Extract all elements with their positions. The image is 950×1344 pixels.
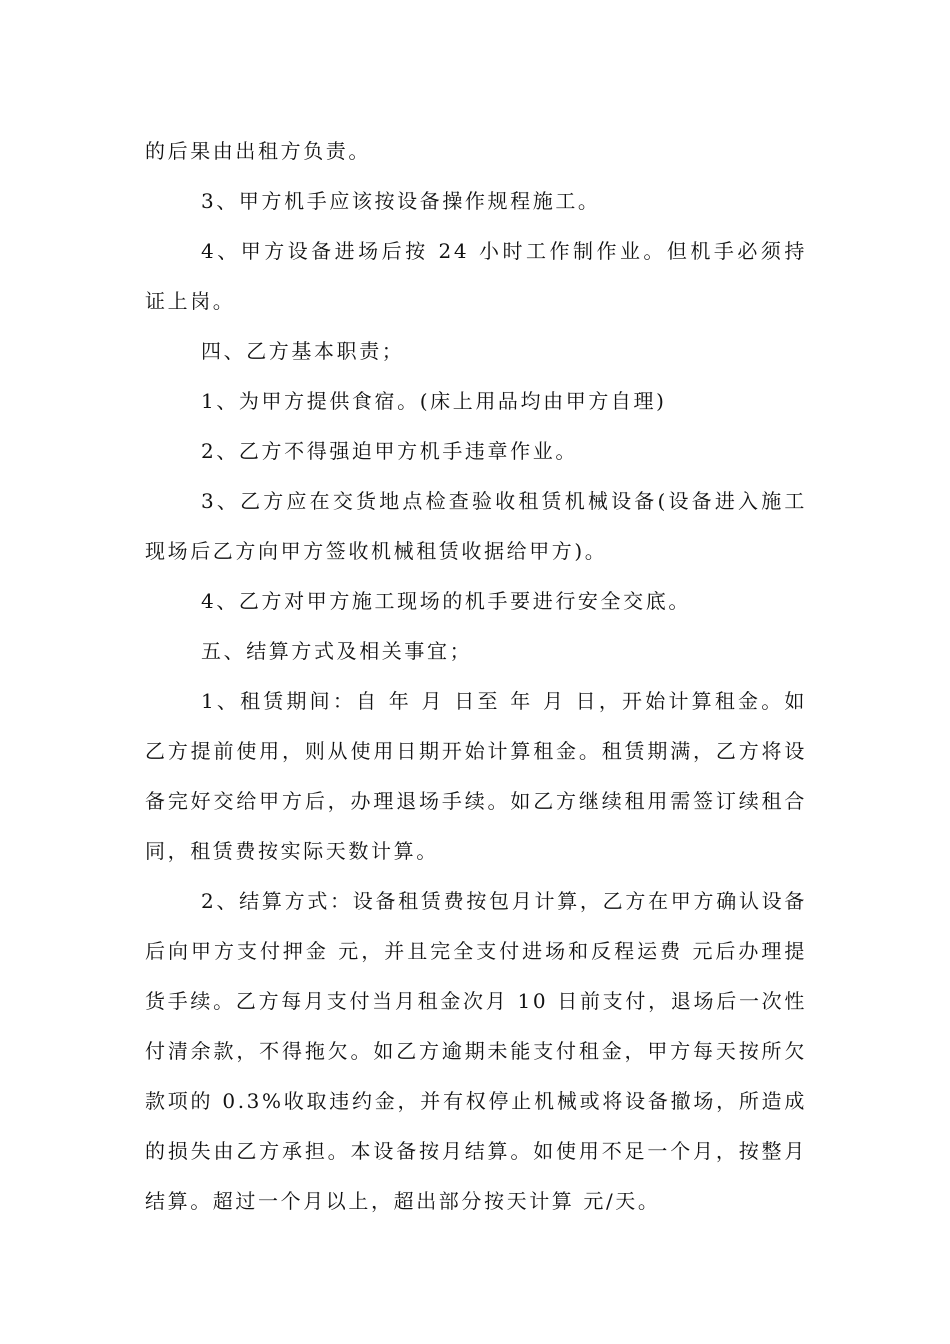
paragraph-consequence: 的后果由出租方负责。 <box>145 139 371 163</box>
paragraph-work-schedule: 4、甲方设备进场后按 24 小时工作制作业。但机手必须持证上岗。 <box>145 239 807 313</box>
section-heading-settlement: 五、结算方式及相关事宜； <box>201 639 473 663</box>
paragraph-safety-briefing: 4、乙方对甲方施工现场的机手要进行安全交底。 <box>201 589 691 613</box>
paragraph-settlement-method: 2、结算方式：设备租赁费按包月计算，乙方在甲方确认设备后向甲方支付押金 元，并且完全支付进场和反程运费 元后办理提货手续。乙方每月支付当月租金次月 10 日前支付，退场后一次性付清余款，不得拖欠。如乙方逾期未能支付租金，甲方每天按所欠款项的 0.3%收取违约金，并有权停止机械或将设备撤场，所造成的损失由乙方承担。本设备按月结算。如使用不足一个月，按整月结算。超过一个月以上，超出部分按天计算 元/天。 <box>145 889 807 1213</box>
document-body <box>145 126 807 1226</box>
paragraph-equipment-acceptance: 3、乙方应在交货地点检查验收租赁机械设备(设备进入施工现场后乙方向甲方签收机械租赁收据给甲方)。 <box>145 489 807 563</box>
paragraph-board-lodging: 1、为甲方提供食宿。(床上用品均由甲方自理) <box>201 389 667 413</box>
section-heading-party-b-duties: 四、乙方基本职责； <box>201 339 405 363</box>
paragraph-operator-rules: 3、甲方机手应该按设备操作规程施工。 <box>201 189 601 213</box>
paragraph-no-forced-violation: 2、乙方不得强迫甲方机手违章作业。 <box>201 439 578 463</box>
paragraph-lease-period: 1、租赁期间：自 年 月 日至 年 月 日，开始计算租金。如乙方提前使用，则从使用日期开始计算租金。租赁期满，乙方将设备完好交给甲方后，办理退场手续。如乙方继续租用需签订续租合同，租赁费按实际天数计算。 <box>145 689 807 863</box>
